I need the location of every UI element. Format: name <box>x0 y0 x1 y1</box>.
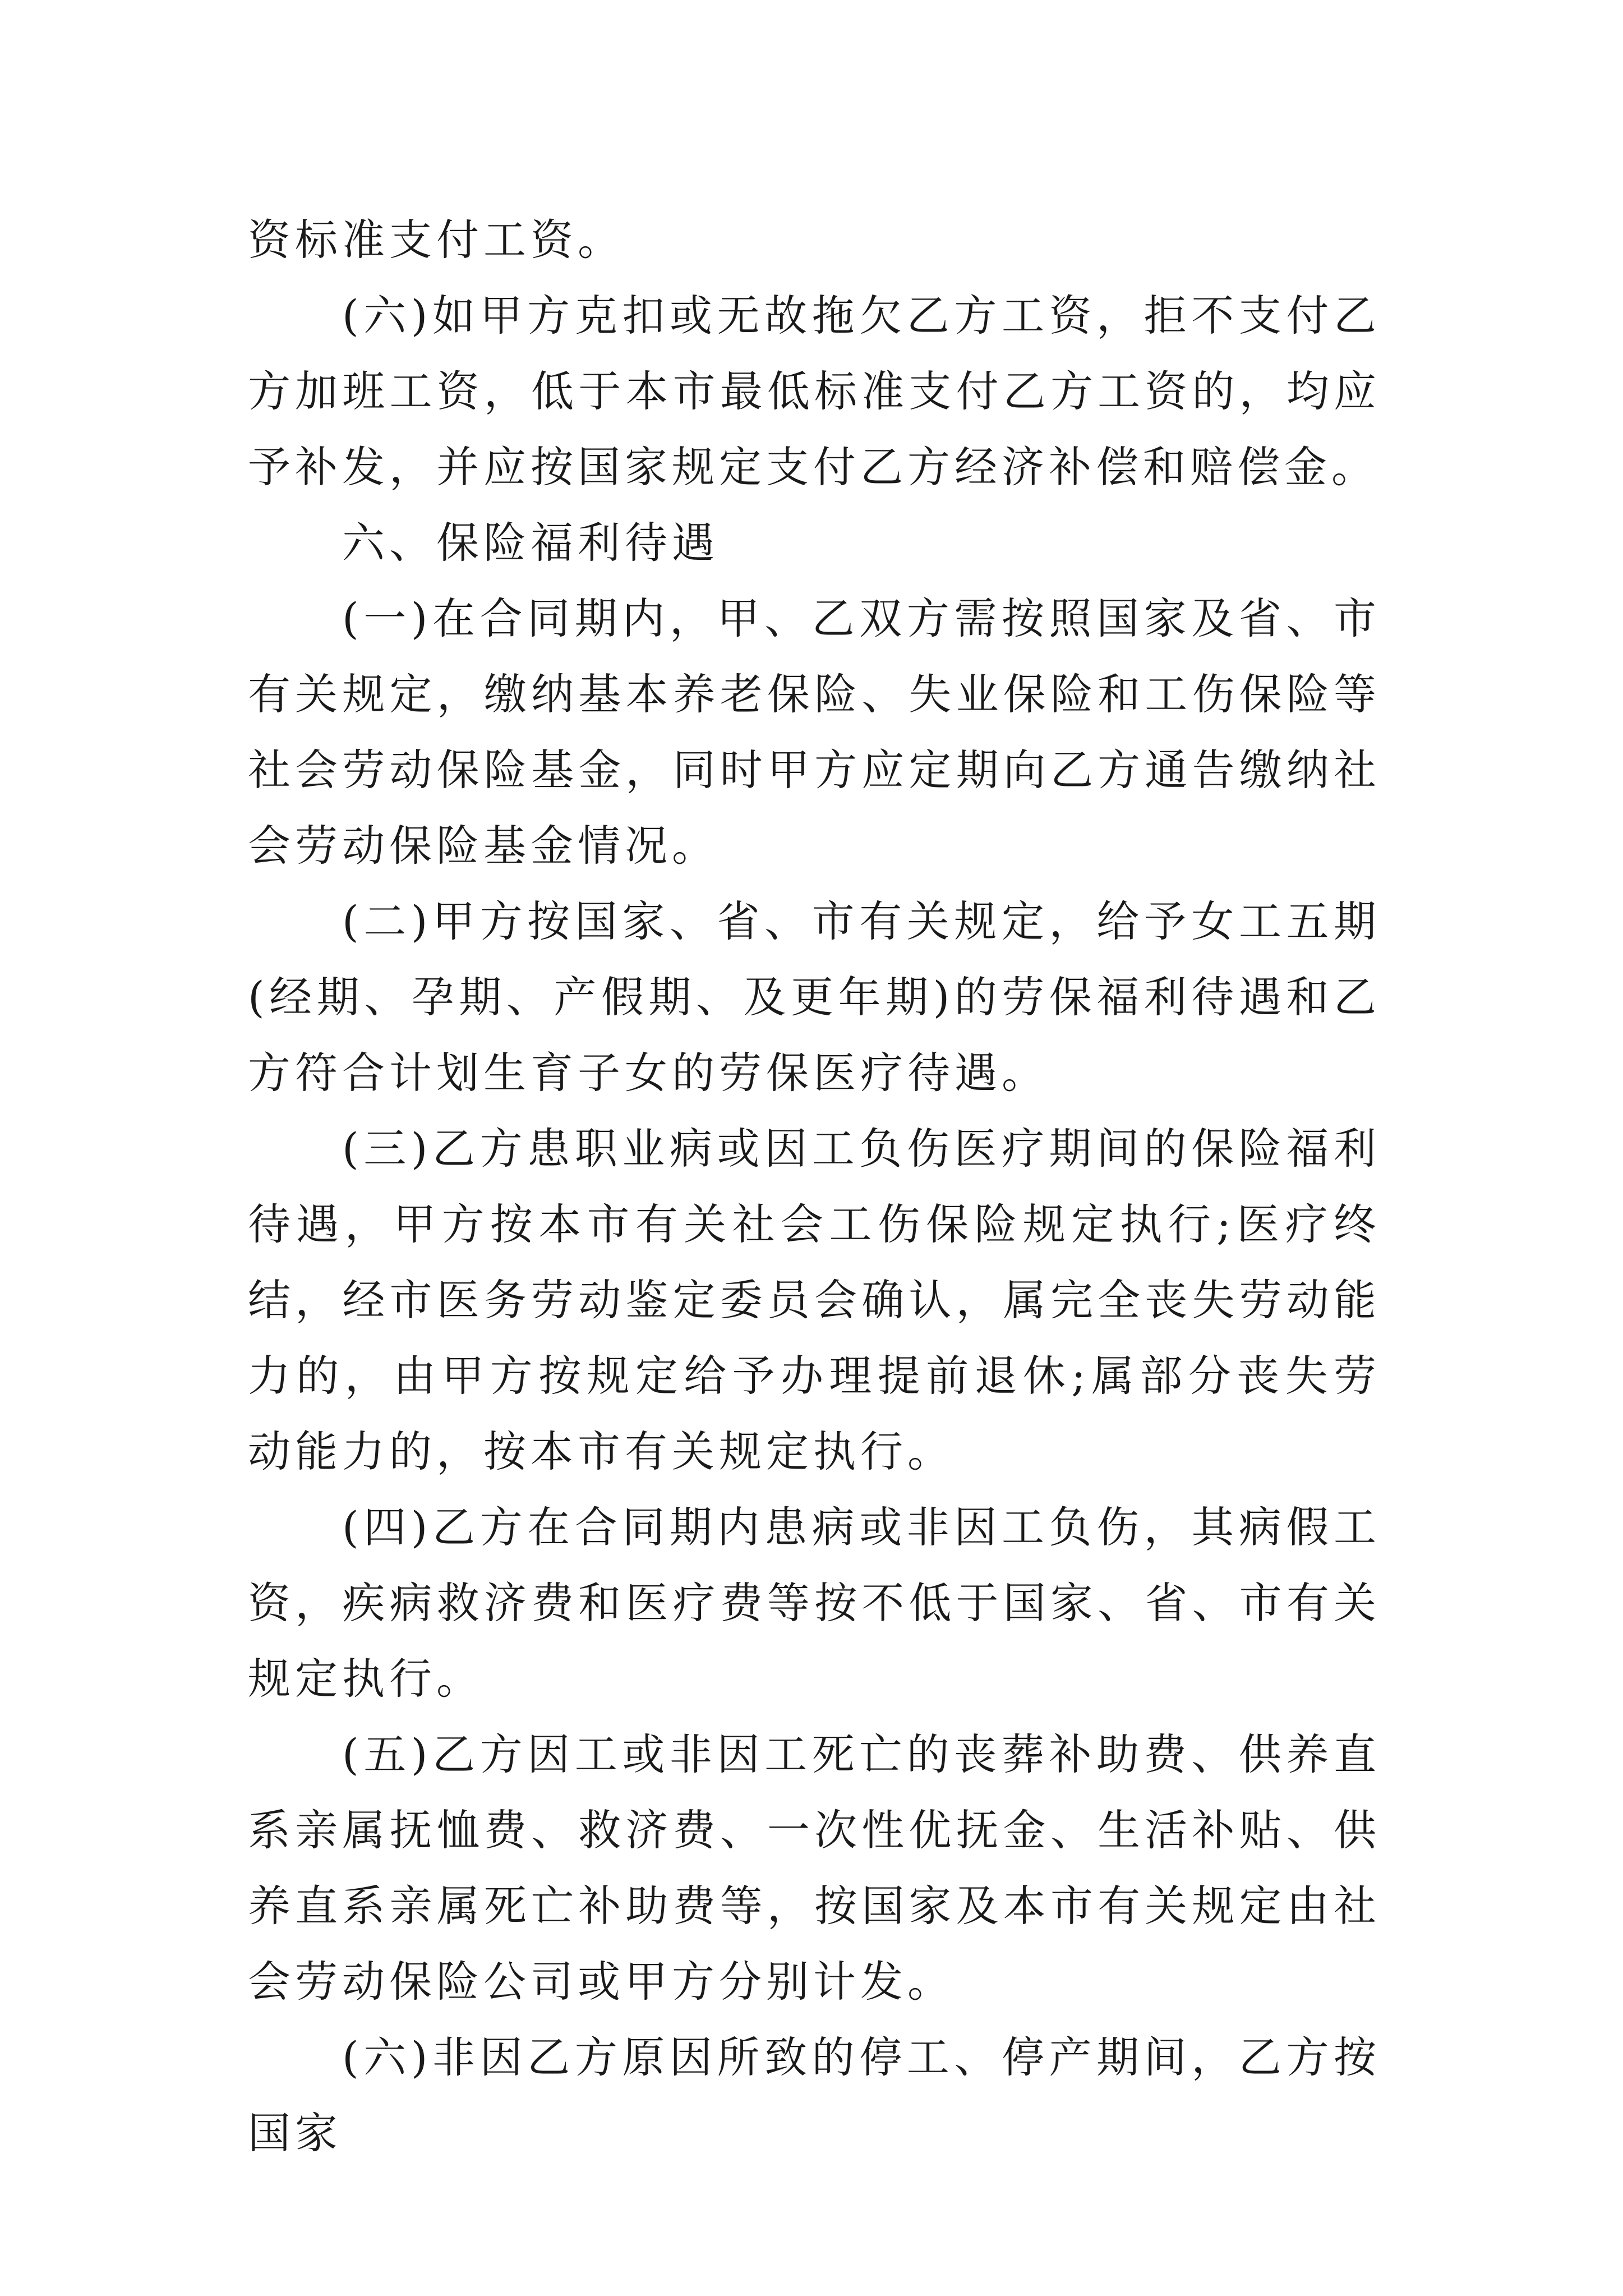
paragraph-continuation: 资标准支付工资。 <box>248 215 625 265</box>
paragraph-insurance-item-3: (三)乙方患职业病或因工负伤医疗期间的保险福利待遇，甲方按本市有关社会工伤保险规定执行;医疗终结，经市医务劳动鉴定委员会确认，属完全丧失劳动能力的，由甲方按规定给予办理提前退休;属部分丧失劳动能力的，按本市有关规定执行。 <box>248 1124 1381 1476</box>
paragraph-insurance-item-2: (二)甲方按国家、省、市有关规定，给予女工五期(经期、孕期、产假期、及更年期)的劳保福利待遇和乙方符合计划生育子女的劳保医疗待遇。 <box>248 896 1381 1098</box>
document-body <box>248 202 1381 2171</box>
paragraph-insurance-item-6: (六)非因乙方原因所致的停工、停产期间，乙方按国家 <box>248 2032 1381 2158</box>
paragraph-insurance-item-1: (一)在合同期内，甲、乙双方需按照国家及省、市有关规定，缴纳基本养老保险、失业保险和工伤保险等社会劳动保险基金，同时甲方应定期向乙方通告缴纳社会劳动保险基金情况。 <box>248 593 1381 871</box>
paragraph-wage-item-6: (六)如甲方克扣或无故拖欠乙方工资，拒不支付乙方加班工资，低于本市最低标准支付乙方工资的，均应予补发，并应按国家规定支付乙方经济补偿和赔偿金。 <box>248 291 1381 492</box>
paragraph-insurance-item-4: (四)乙方在合同期内患病或非因工负伤，其病假工资，疾病救济费和医疗费等按不低于国家、省、市有关规定执行。 <box>248 1502 1381 1704</box>
paragraph-insurance-item-5: (五)乙方因工或非因工死亡的丧葬补助费、供养直系亲属抚恤费、救济费、一次性优抚金、生活补贴、供养直系亲属死亡补助费等，按国家及本市有关规定由社会劳动保险公司或甲方分别计发。 <box>248 1729 1381 2007</box>
section-heading-insurance: 六、保险福利待遇 <box>342 518 719 568</box>
